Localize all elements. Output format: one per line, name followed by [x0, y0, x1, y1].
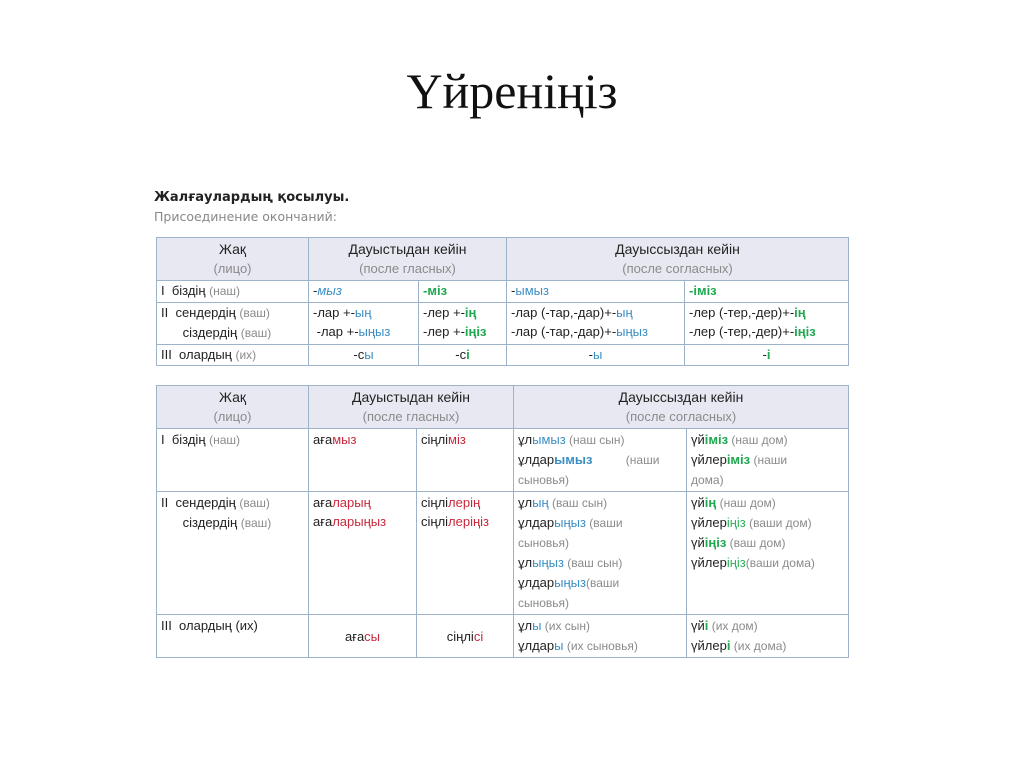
- text-segment: міз: [448, 432, 466, 447]
- cell-line: [423, 303, 502, 323]
- cell-line: [691, 616, 844, 636]
- text-segment: III олардың (их): [161, 618, 258, 633]
- ending-cell: [687, 615, 849, 658]
- text-segment: сіңлі: [446, 628, 474, 644]
- text-segment: (ваши: [585, 576, 620, 590]
- ending-cell: [417, 492, 514, 615]
- text-segment: ың: [616, 304, 633, 320]
- person-cell: [157, 344, 309, 366]
- cell-line: [518, 470, 682, 490]
- text-segment: -лар (-тар,-дар)+-: [511, 324, 617, 339]
- text-segment: іңіз: [464, 324, 487, 339]
- ending-cell: [309, 492, 417, 615]
- text-segment: сыновья): [518, 473, 570, 487]
- column-header: [309, 238, 507, 281]
- text-segment: ұл: [518, 555, 533, 570]
- text-segment: (наш дом): [716, 496, 776, 510]
- cell-line: [518, 553, 682, 573]
- text-segment: үйлер: [691, 638, 727, 653]
- cell-line: [691, 493, 844, 513]
- person-cell: [157, 429, 309, 492]
- ending-cell: [514, 492, 687, 615]
- document-subheading: Присоединение окончаний:: [154, 209, 337, 224]
- cell-line: [689, 322, 844, 342]
- text-segment: (ваши дом): [745, 516, 812, 530]
- header-sub: (после согласных): [625, 409, 737, 424]
- cell-line: [313, 512, 412, 531]
- cell-line: [313, 493, 412, 512]
- cell-line: [689, 281, 844, 301]
- text-segment: үйлер: [691, 452, 727, 467]
- ending-cell: [309, 344, 419, 366]
- text-segment: іміз: [704, 432, 729, 447]
- cell-line: [423, 345, 502, 365]
- text-segment: сыновья): [518, 596, 570, 610]
- text-segment: I біздің: [161, 283, 210, 298]
- cell-line: [313, 345, 414, 365]
- text-segment: іңіз: [726, 555, 746, 570]
- person-cell: [157, 281, 309, 303]
- cell-line: [518, 573, 682, 593]
- text-segment: (ваш): [240, 326, 272, 340]
- header-sub: (после гласных): [359, 261, 456, 276]
- text-segment: (их дома): [730, 639, 787, 653]
- text-segment: іңіз: [726, 515, 746, 530]
- text-segment: -: [423, 283, 428, 298]
- cell-line: [313, 281, 414, 301]
- text-segment: үй: [691, 535, 705, 550]
- text-segment: (их сын): [541, 619, 591, 633]
- cell-line: [518, 430, 682, 450]
- text-segment: іміз: [726, 452, 751, 467]
- text-segment: -лер +-: [423, 304, 465, 320]
- text-segment: ы: [364, 346, 374, 362]
- text-segment: үй: [691, 495, 705, 510]
- text-segment: ы: [593, 346, 603, 362]
- table-row: [157, 344, 849, 366]
- cell-line: [423, 281, 502, 301]
- cell-line: [161, 281, 304, 302]
- text-segment: аға: [313, 495, 333, 510]
- text-segment: мыз: [317, 283, 342, 298]
- text-segment: аға: [313, 432, 333, 447]
- text-segment: ы: [532, 618, 542, 633]
- cell-line: [421, 430, 509, 449]
- ending-cell: [309, 615, 417, 658]
- cell-line: [518, 450, 682, 470]
- text-segment: (их): [235, 347, 257, 362]
- text-segment: (наши: [592, 453, 660, 467]
- ending-cell: [309, 429, 417, 492]
- column-header: [309, 386, 514, 429]
- text-segment: ыңыз: [554, 575, 586, 590]
- text-segment: і: [466, 346, 470, 362]
- text-segment: і: [766, 346, 771, 362]
- text-segment: -: [689, 283, 694, 298]
- cell-line: [691, 636, 844, 656]
- cell-line: [313, 430, 412, 449]
- person-cell: [157, 302, 309, 344]
- text-segment: -с: [353, 346, 365, 362]
- text-segment: -: [588, 346, 593, 362]
- text-segment: ұлдар: [518, 575, 555, 590]
- cell-line: [689, 345, 844, 365]
- text-segment: -лар +-: [313, 304, 355, 320]
- text-segment: ыңыз: [358, 324, 391, 339]
- table-row: [157, 281, 849, 303]
- slide-title: Үйреніңіз: [406, 63, 618, 119]
- column-header: [507, 238, 849, 281]
- cell-line: [691, 450, 844, 470]
- text-segment: сіңлі: [421, 432, 449, 447]
- ending-cell: [419, 281, 507, 303]
- text-segment: -: [511, 283, 516, 298]
- text-segment: ұлдар: [518, 638, 555, 653]
- text-segment: I біздің: [161, 432, 210, 447]
- text-segment: ларыңыз: [332, 514, 387, 529]
- text-segment: ың: [354, 304, 372, 320]
- text-segment: (наш дом): [728, 433, 788, 447]
- cell-line: [423, 322, 502, 342]
- text-segment: -лар +-: [313, 324, 359, 339]
- text-segment: -лер (-тер,-дер)+-: [689, 324, 795, 339]
- text-segment: -: [762, 346, 767, 362]
- text-segment: II сендердің: [161, 304, 240, 320]
- text-segment: сіңлі: [421, 514, 449, 529]
- cell-line: [313, 322, 414, 342]
- cell-line: [313, 627, 412, 646]
- text-segment: ы: [554, 638, 564, 653]
- table-row: [157, 429, 849, 492]
- header-sub: (после гласных): [362, 409, 460, 424]
- cell-line: [511, 345, 680, 365]
- text-segment: (наши: [750, 453, 788, 467]
- text-segment: ұлдар: [518, 515, 555, 530]
- cell-line: [518, 636, 682, 656]
- cell-line: [691, 533, 844, 553]
- endings-examples-table: [156, 385, 849, 658]
- cell-line: [421, 627, 509, 646]
- cell-line: [161, 430, 304, 450]
- text-segment: сыновья): [518, 536, 570, 550]
- text-segment: ің: [704, 495, 717, 510]
- person-cell: [157, 492, 309, 615]
- cell-line: [511, 322, 680, 342]
- cell-line: [691, 430, 844, 450]
- text-segment: II сендердің: [161, 495, 240, 510]
- text-segment: міз: [427, 283, 448, 298]
- text-segment: дома): [691, 473, 724, 487]
- text-segment: (наш): [209, 284, 241, 298]
- cell-line: [511, 281, 680, 301]
- text-segment: і: [704, 618, 709, 633]
- text-segment: (ваш): [240, 516, 272, 530]
- document-heading: Жалғаулардың қосылуы.: [154, 190, 350, 205]
- cell-line: [511, 303, 680, 323]
- text-segment: сы: [364, 628, 381, 644]
- ending-cell: [417, 615, 514, 658]
- ending-cell: [417, 429, 514, 492]
- cell-line: [313, 303, 414, 323]
- text-segment: сіздердің: [161, 325, 241, 340]
- text-segment: ымыз: [554, 452, 593, 467]
- text-segment: ұл: [518, 495, 533, 510]
- cell-line: [161, 493, 304, 513]
- table-row: [157, 492, 849, 615]
- text-segment: ұл: [518, 618, 533, 633]
- text-segment: аға: [344, 628, 365, 644]
- header-main: Дауыстыдан кейін: [352, 389, 470, 405]
- cell-line: [689, 303, 844, 323]
- ending-cell: [507, 302, 685, 344]
- text-segment: (ваш): [239, 305, 270, 320]
- column-header: [157, 386, 309, 429]
- text-segment: сіздердің: [161, 515, 241, 530]
- text-segment: үй: [691, 432, 705, 447]
- ending-cell: [309, 281, 419, 303]
- text-segment: III олардың: [161, 346, 236, 362]
- text-segment: -лер (-тер,-дер)+-: [689, 304, 795, 320]
- text-segment: үйлер: [691, 555, 727, 570]
- header-main: Дауыссыздан кейін: [618, 389, 744, 405]
- ending-cell: [685, 281, 849, 303]
- text-segment: -лар (-тар,-дар)+-: [511, 304, 617, 320]
- text-segment: (ваш сын): [563, 556, 623, 570]
- header-row: [157, 238, 849, 281]
- ending-cell: [419, 302, 507, 344]
- cell-line: [518, 513, 682, 533]
- cell-line: [518, 533, 682, 553]
- ending-cell: [687, 429, 849, 492]
- ending-cell: [514, 429, 687, 492]
- text-segment: ыңыз: [532, 555, 564, 570]
- text-segment: ымыз: [515, 283, 549, 298]
- text-segment: үй: [691, 618, 705, 633]
- ending-cell: [685, 302, 849, 344]
- text-segment: (ваш дом): [726, 536, 786, 550]
- header-main: Дауыссыздан кейін: [615, 241, 740, 257]
- header-sub: (лицо): [213, 261, 252, 276]
- text-segment: -лер +-: [423, 324, 465, 339]
- ending-cell: [419, 344, 507, 366]
- text-segment: мыз: [332, 432, 357, 447]
- cell-line: [518, 493, 682, 513]
- header-sub: (после согласных): [622, 261, 733, 276]
- text-segment: -с: [455, 346, 467, 362]
- ending-cell: [687, 492, 849, 615]
- cell-line: [421, 512, 509, 531]
- text-segment: (их дом): [708, 619, 758, 633]
- text-segment: ларың: [332, 495, 371, 510]
- text-segment: ұл: [518, 432, 533, 447]
- header-sub: (лицо): [213, 409, 252, 424]
- text-segment: ің: [464, 304, 477, 320]
- text-segment: іңіз: [704, 535, 727, 550]
- ending-cell: [514, 615, 687, 658]
- text-segment: (ваши дома): [745, 556, 815, 570]
- text-segment: (ваши: [585, 516, 623, 530]
- cell-line: [161, 616, 304, 635]
- text-segment: іңіз: [794, 324, 816, 339]
- cell-line: [518, 616, 682, 636]
- text-segment: (ваш): [239, 496, 270, 510]
- text-segment: аға: [313, 514, 333, 529]
- text-segment: (ваш сын): [548, 496, 608, 510]
- column-header: [157, 238, 309, 281]
- text-segment: үйлер: [691, 515, 727, 530]
- table-row: [157, 302, 849, 344]
- text-segment: (их сыновья): [563, 639, 638, 653]
- column-header: [514, 386, 849, 429]
- text-segment: ыңыз: [616, 324, 648, 339]
- ending-cell: [685, 344, 849, 366]
- text-segment: ің: [794, 304, 806, 320]
- text-segment: ыңыз: [554, 515, 586, 530]
- text-segment: ымыз: [532, 432, 566, 447]
- text-segment: іміз: [693, 283, 717, 298]
- text-segment: -: [313, 283, 318, 298]
- ending-cell: [507, 344, 685, 366]
- table-row: [157, 615, 849, 658]
- header-row: [157, 386, 849, 429]
- text-segment: ың: [532, 495, 549, 510]
- cell-line: [691, 553, 844, 573]
- ending-cell: [507, 281, 685, 303]
- text-segment: і: [726, 638, 731, 653]
- text-segment: леріңіз: [448, 514, 490, 529]
- header-main: Дауыстыдан кейін: [348, 241, 467, 257]
- person-cell: [157, 615, 309, 658]
- cell-line: [161, 345, 304, 366]
- cell-line: [691, 470, 844, 490]
- endings-rules-table: [156, 237, 849, 366]
- text-segment: ұлдар: [518, 452, 555, 467]
- text-segment: (наш): [209, 433, 241, 447]
- cell-line: [161, 323, 304, 344]
- cell-line: [518, 593, 682, 613]
- text-segment: (наш сын): [565, 433, 625, 447]
- ending-cell: [309, 302, 419, 344]
- cell-line: [691, 513, 844, 533]
- cell-line: [161, 303, 304, 324]
- header-main: Жақ: [219, 389, 246, 405]
- header-main: Жақ: [219, 241, 246, 257]
- text-segment: лерің: [448, 495, 481, 510]
- cell-line: [161, 513, 304, 533]
- cell-line: [421, 493, 509, 512]
- text-segment: сіңлі: [421, 495, 449, 510]
- text-segment: сі: [473, 628, 484, 644]
